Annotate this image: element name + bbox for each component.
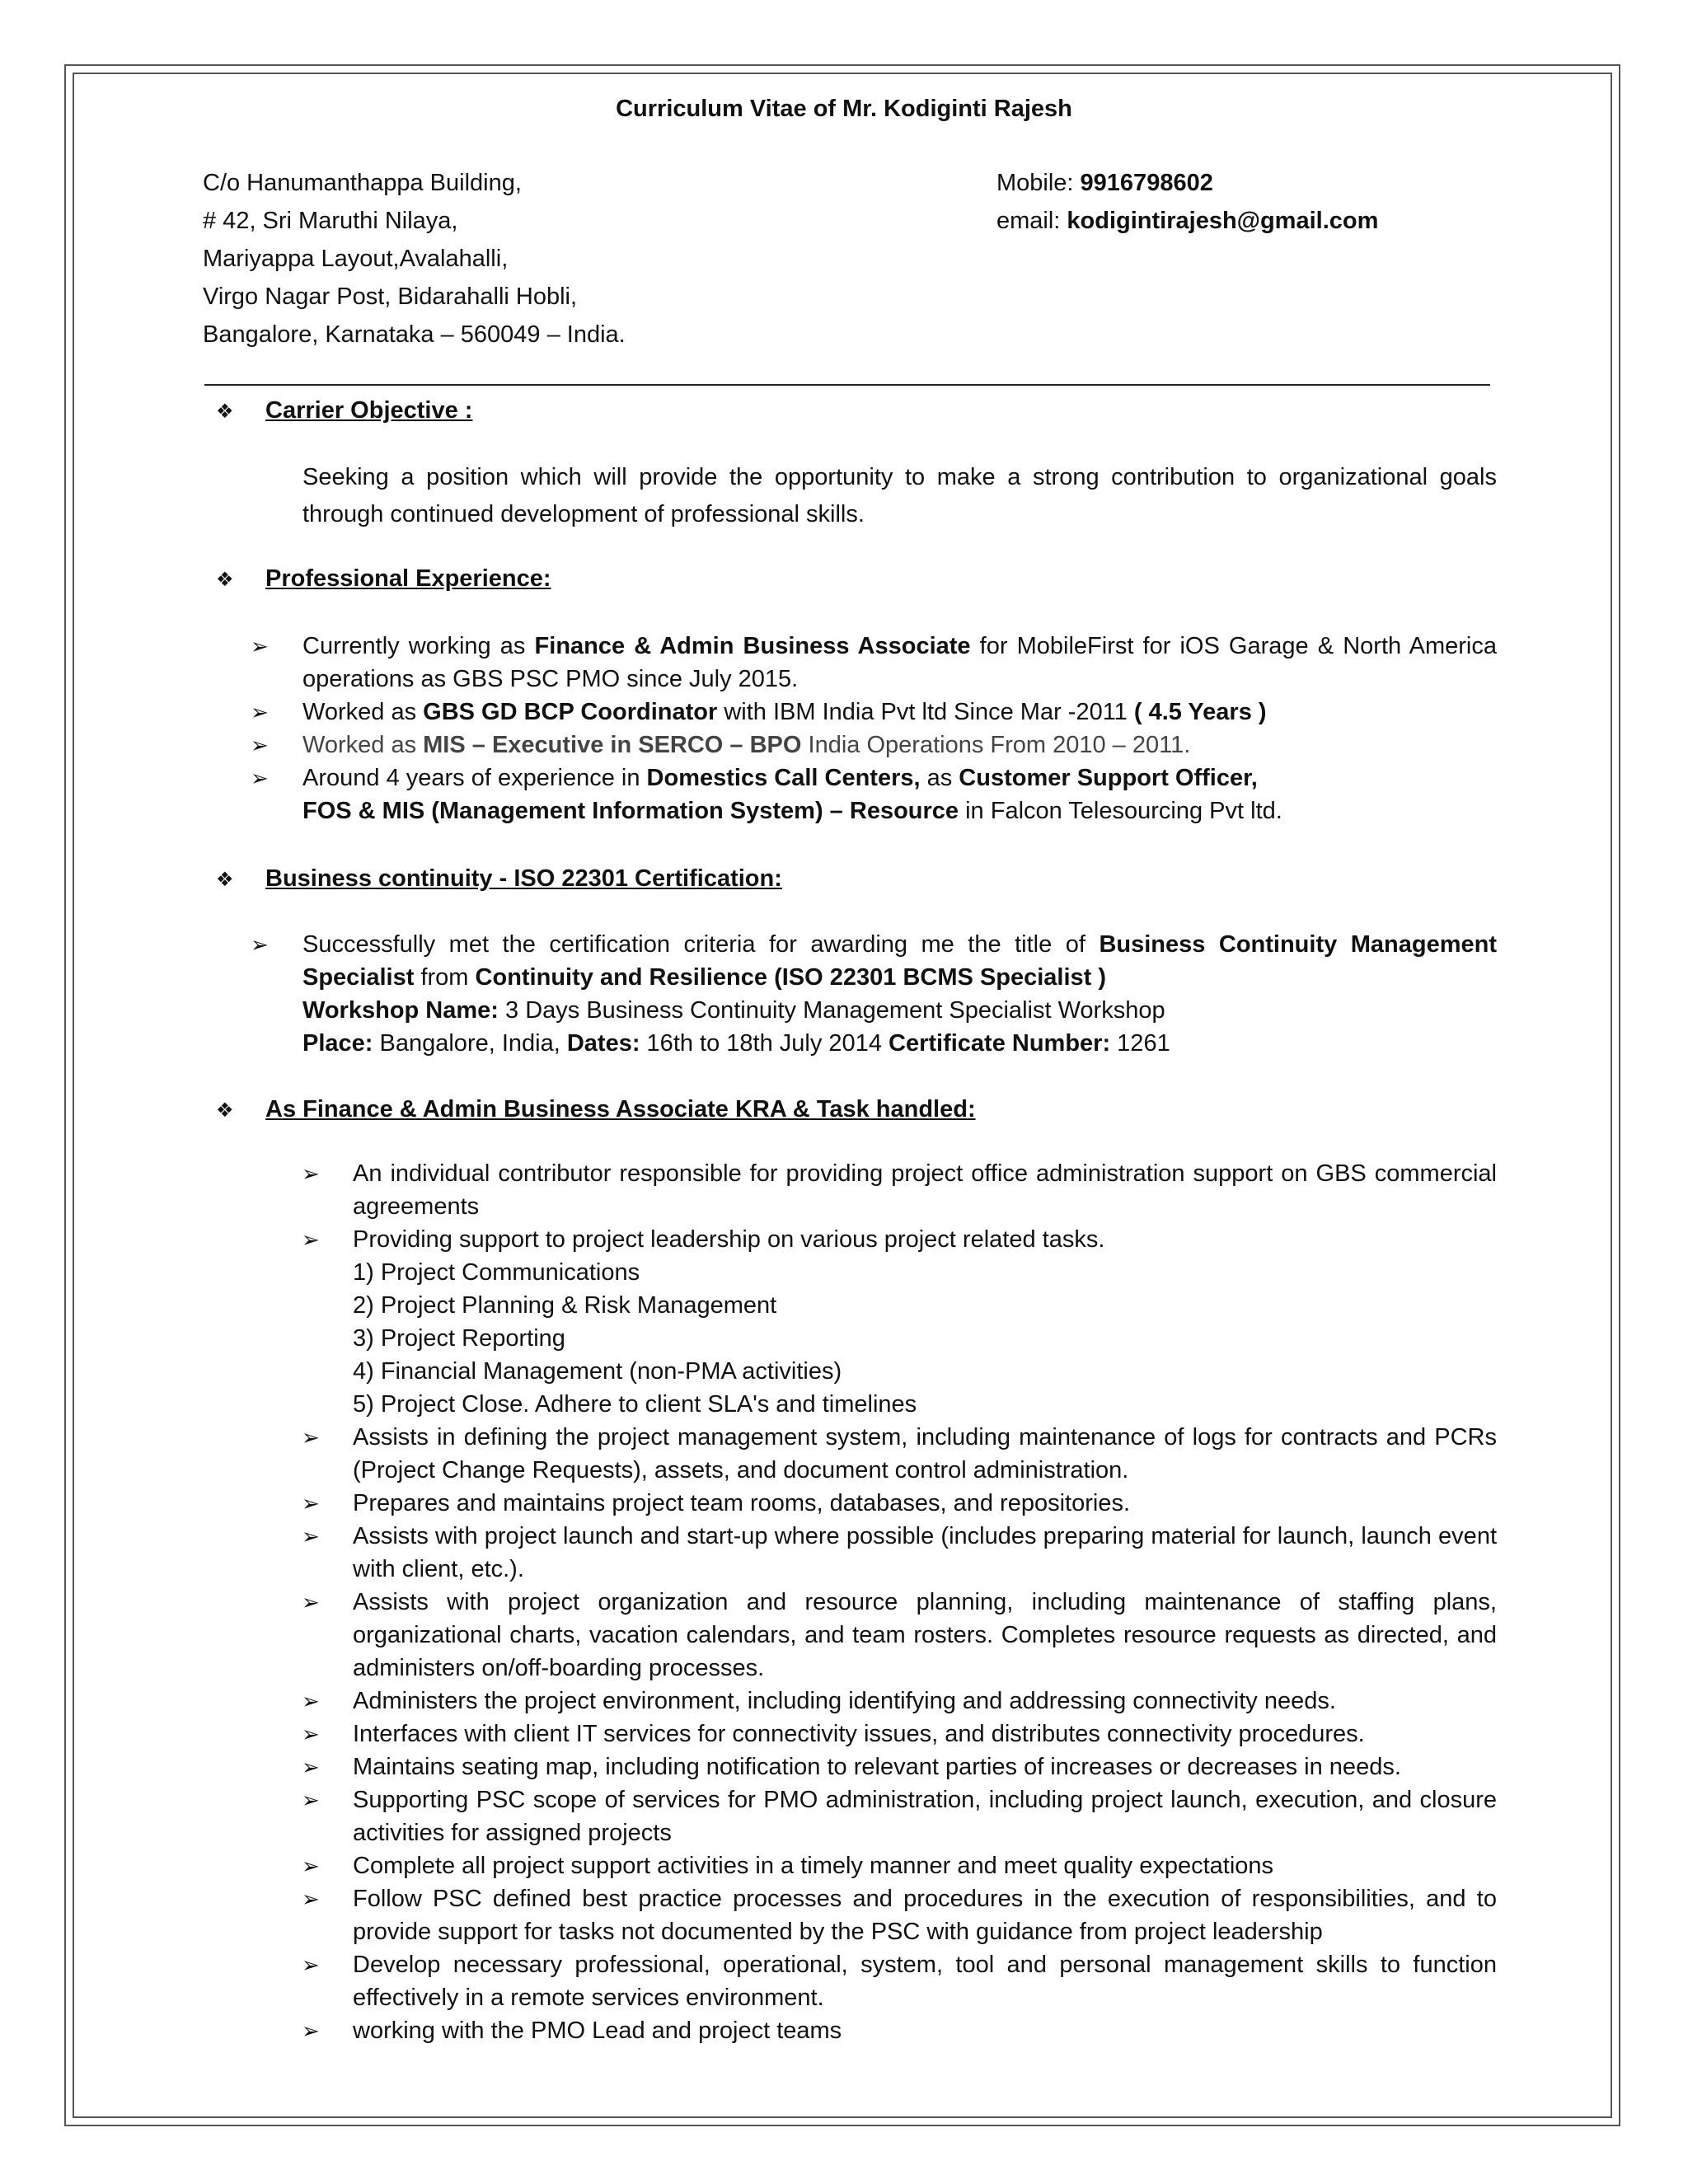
- email-label: email:: [996, 208, 1067, 234]
- arrow-bullet-icon: ➢: [302, 1854, 320, 1878]
- email-line: [996, 204, 1378, 237]
- arrow-bullet-icon: ➢: [302, 2018, 320, 2043]
- kra-heading: ❖ As Finance & Admin Business Associate KRA & Task handled:: [216, 1093, 976, 1127]
- kra-subitem: 3) Project Reporting: [353, 1325, 565, 1352]
- arrow-bullet-icon: ➢: [302, 1755, 320, 1779]
- arrow-bullet-icon: ➢: [302, 1227, 320, 1252]
- mobile-number: 9916798602: [1080, 170, 1213, 196]
- arrow-bullet-icon: ➢: [302, 1161, 320, 1186]
- kra-item: Assists with project launch and start-up where possible (includes preparing material for launch, launch event with client, etc.).: [353, 1523, 1497, 1582]
- kra-subitem: 1) Project Communications: [353, 1259, 640, 1286]
- diamond-bullet-icon: ❖: [216, 1099, 234, 1122]
- mobile-label: Mobile:: [996, 170, 1081, 196]
- workshop-line: Workshop Name: 3 Days Business Continuity Management Specialist Workshop: [302, 997, 1165, 1024]
- kra-item: Supporting PSC scope of services for PMO administration, including project launch, execution, and closure activities for assigned projects: [353, 1787, 1497, 1846]
- kra-item: Assists in defining the project management system, including maintenance of logs for contracts and PCRs (Project Change Requests), assets, and document control administration.: [353, 1424, 1497, 1483]
- email-address[interactable]: kodigintirajesh@gmail.com: [1067, 208, 1379, 234]
- experience-item-continuation: FOS & MIS (Management Information System) – Resource in Falcon Telesourcing Pvt ltd.: [302, 798, 1282, 824]
- experience-item: Worked as GBS GD BCP Coordinator with IBM India Pvt ltd Since Mar -2011 ( 4.5 Years ): [302, 699, 1267, 725]
- arrow-bullet-icon: ➢: [302, 1425, 320, 1450]
- arrow-bullet-icon: ➢: [251, 766, 269, 790]
- kra-subitem: 4) Financial Management (non-PMA activities): [353, 1358, 842, 1385]
- arrow-bullet-icon: ➢: [302, 1590, 320, 1615]
- kra-item: Interfaces with client IT services for connectivity issues, and distributes connectivity procedures.: [353, 1721, 1365, 1747]
- arrow-bullet-icon: ➢: [251, 634, 269, 658]
- address-line: Bangalore, Karnataka – 560049 – India.: [203, 321, 626, 348]
- arrow-bullet-icon: ➢: [251, 733, 269, 757]
- place-dates-line: Place: Bangalore, India, Dates: 16th to 18th July 2014 Certificate Number: 1261: [302, 1030, 1170, 1057]
- arrow-bullet-icon: ➢: [302, 1952, 320, 1977]
- arrow-bullet-icon: ➢: [302, 1524, 320, 1549]
- kra-item: Administers the project environment, including identifying and addressing connectivity needs.: [353, 1688, 1336, 1714]
- arrow-bullet-icon: ➢: [302, 1788, 320, 1812]
- kra-item: An individual contributor responsible for providing project office administration support on GBS commercial agreements: [353, 1160, 1497, 1220]
- arrow-bullet-icon: ➢: [302, 1689, 320, 1713]
- diamond-bullet-icon: ❖: [216, 569, 234, 591]
- address-line: Mariyappa Layout,Avalahalli,: [203, 246, 509, 272]
- experience-item: Currently working as Finance & Admin Business Associate for MobileFirst for iOS Garage & North America operations as GBS PSC PMO since July 2015.: [302, 633, 1498, 692]
- experience-item: Around 4 years of experience in Domestics Call Centers, as Customer Support Officer,: [302, 765, 1258, 791]
- address-line: # 42, Sri Maruthi Nilaya,: [203, 208, 458, 234]
- address-line: C/o Hanumanthappa Building,: [203, 170, 522, 196]
- kra-subitem: 2) Project Planning & Risk Management: [353, 1292, 777, 1319]
- header-divider: [204, 384, 1490, 386]
- arrow-bullet-icon: ➢: [302, 1491, 320, 1516]
- objective-heading: ❖ Carrier Objective :: [216, 394, 472, 429]
- kra-item: Assists with project organization and resource planning, including maintenance of staffing plans, organizational charts, vacation calendars, and team rosters. Completes resource requests as directed, and administers on/off-boarding processes.: [353, 1589, 1497, 1681]
- kra-item: Develop necessary professional, operational, system, tool and personal management skills to function effectively in a remote services environment.: [353, 1952, 1497, 2011]
- kra-item: Prepares and maintains project team rooms, databases, and repositories.: [353, 1490, 1130, 1516]
- mobile-line: [996, 166, 1213, 199]
- diamond-bullet-icon: ❖: [216, 401, 234, 423]
- arrow-bullet-icon: ➢: [302, 1886, 320, 1911]
- diamond-bullet-icon: ❖: [216, 869, 234, 891]
- kra-item: Providing support to project leadership on various project related tasks.: [353, 1226, 1105, 1253]
- arrow-bullet-icon: ➢: [251, 700, 269, 724]
- kra-subitem: 5) Project Close. Adhere to client SLA's and timelines: [353, 1391, 917, 1418]
- kra-item: Maintains seating map, including notification to relevant parties of increases or decreases in needs.: [353, 1754, 1401, 1780]
- kra-item: working with the PMO Lead and project teams: [353, 2018, 842, 2044]
- experience-heading: ❖ Professional Experience:: [216, 562, 551, 597]
- kra-item: Complete all project support activities in a timely manner and meet quality expectations: [353, 1853, 1274, 1879]
- kra-item: Follow PSC defined best practice processes and procedures in the execution of responsibilities, and to provide support for tasks not documented by the PSC with guidance from project leadership: [353, 1886, 1497, 1945]
- certification-text: Successfully met the certification criteria for awarding me the title of Business Continuity Management Specialist from Continuity and Resilience (ISO 22301 BCMS Specialist ): [302, 931, 1497, 991]
- address-line: Virgo Nagar Post, Bidarahalli Hobli,: [203, 284, 578, 310]
- objective-text: Seeking a position which will provide the opportunity to make a strong contribution to organizational goals through continued development of professional skills.: [302, 464, 1497, 527]
- cv-title: Curriculum Vitae of Mr. Kodiginti Rajesh: [616, 96, 1072, 122]
- arrow-bullet-icon: ➢: [302, 1722, 320, 1746]
- arrow-bullet-icon: ➢: [251, 932, 269, 957]
- experience-item: Worked as MIS – Executive in SERCO – BPO India Operations From 2010 – 2011.: [302, 732, 1191, 758]
- certification-heading: ❖ Business continuity - ISO 22301 Certification:: [216, 862, 782, 897]
